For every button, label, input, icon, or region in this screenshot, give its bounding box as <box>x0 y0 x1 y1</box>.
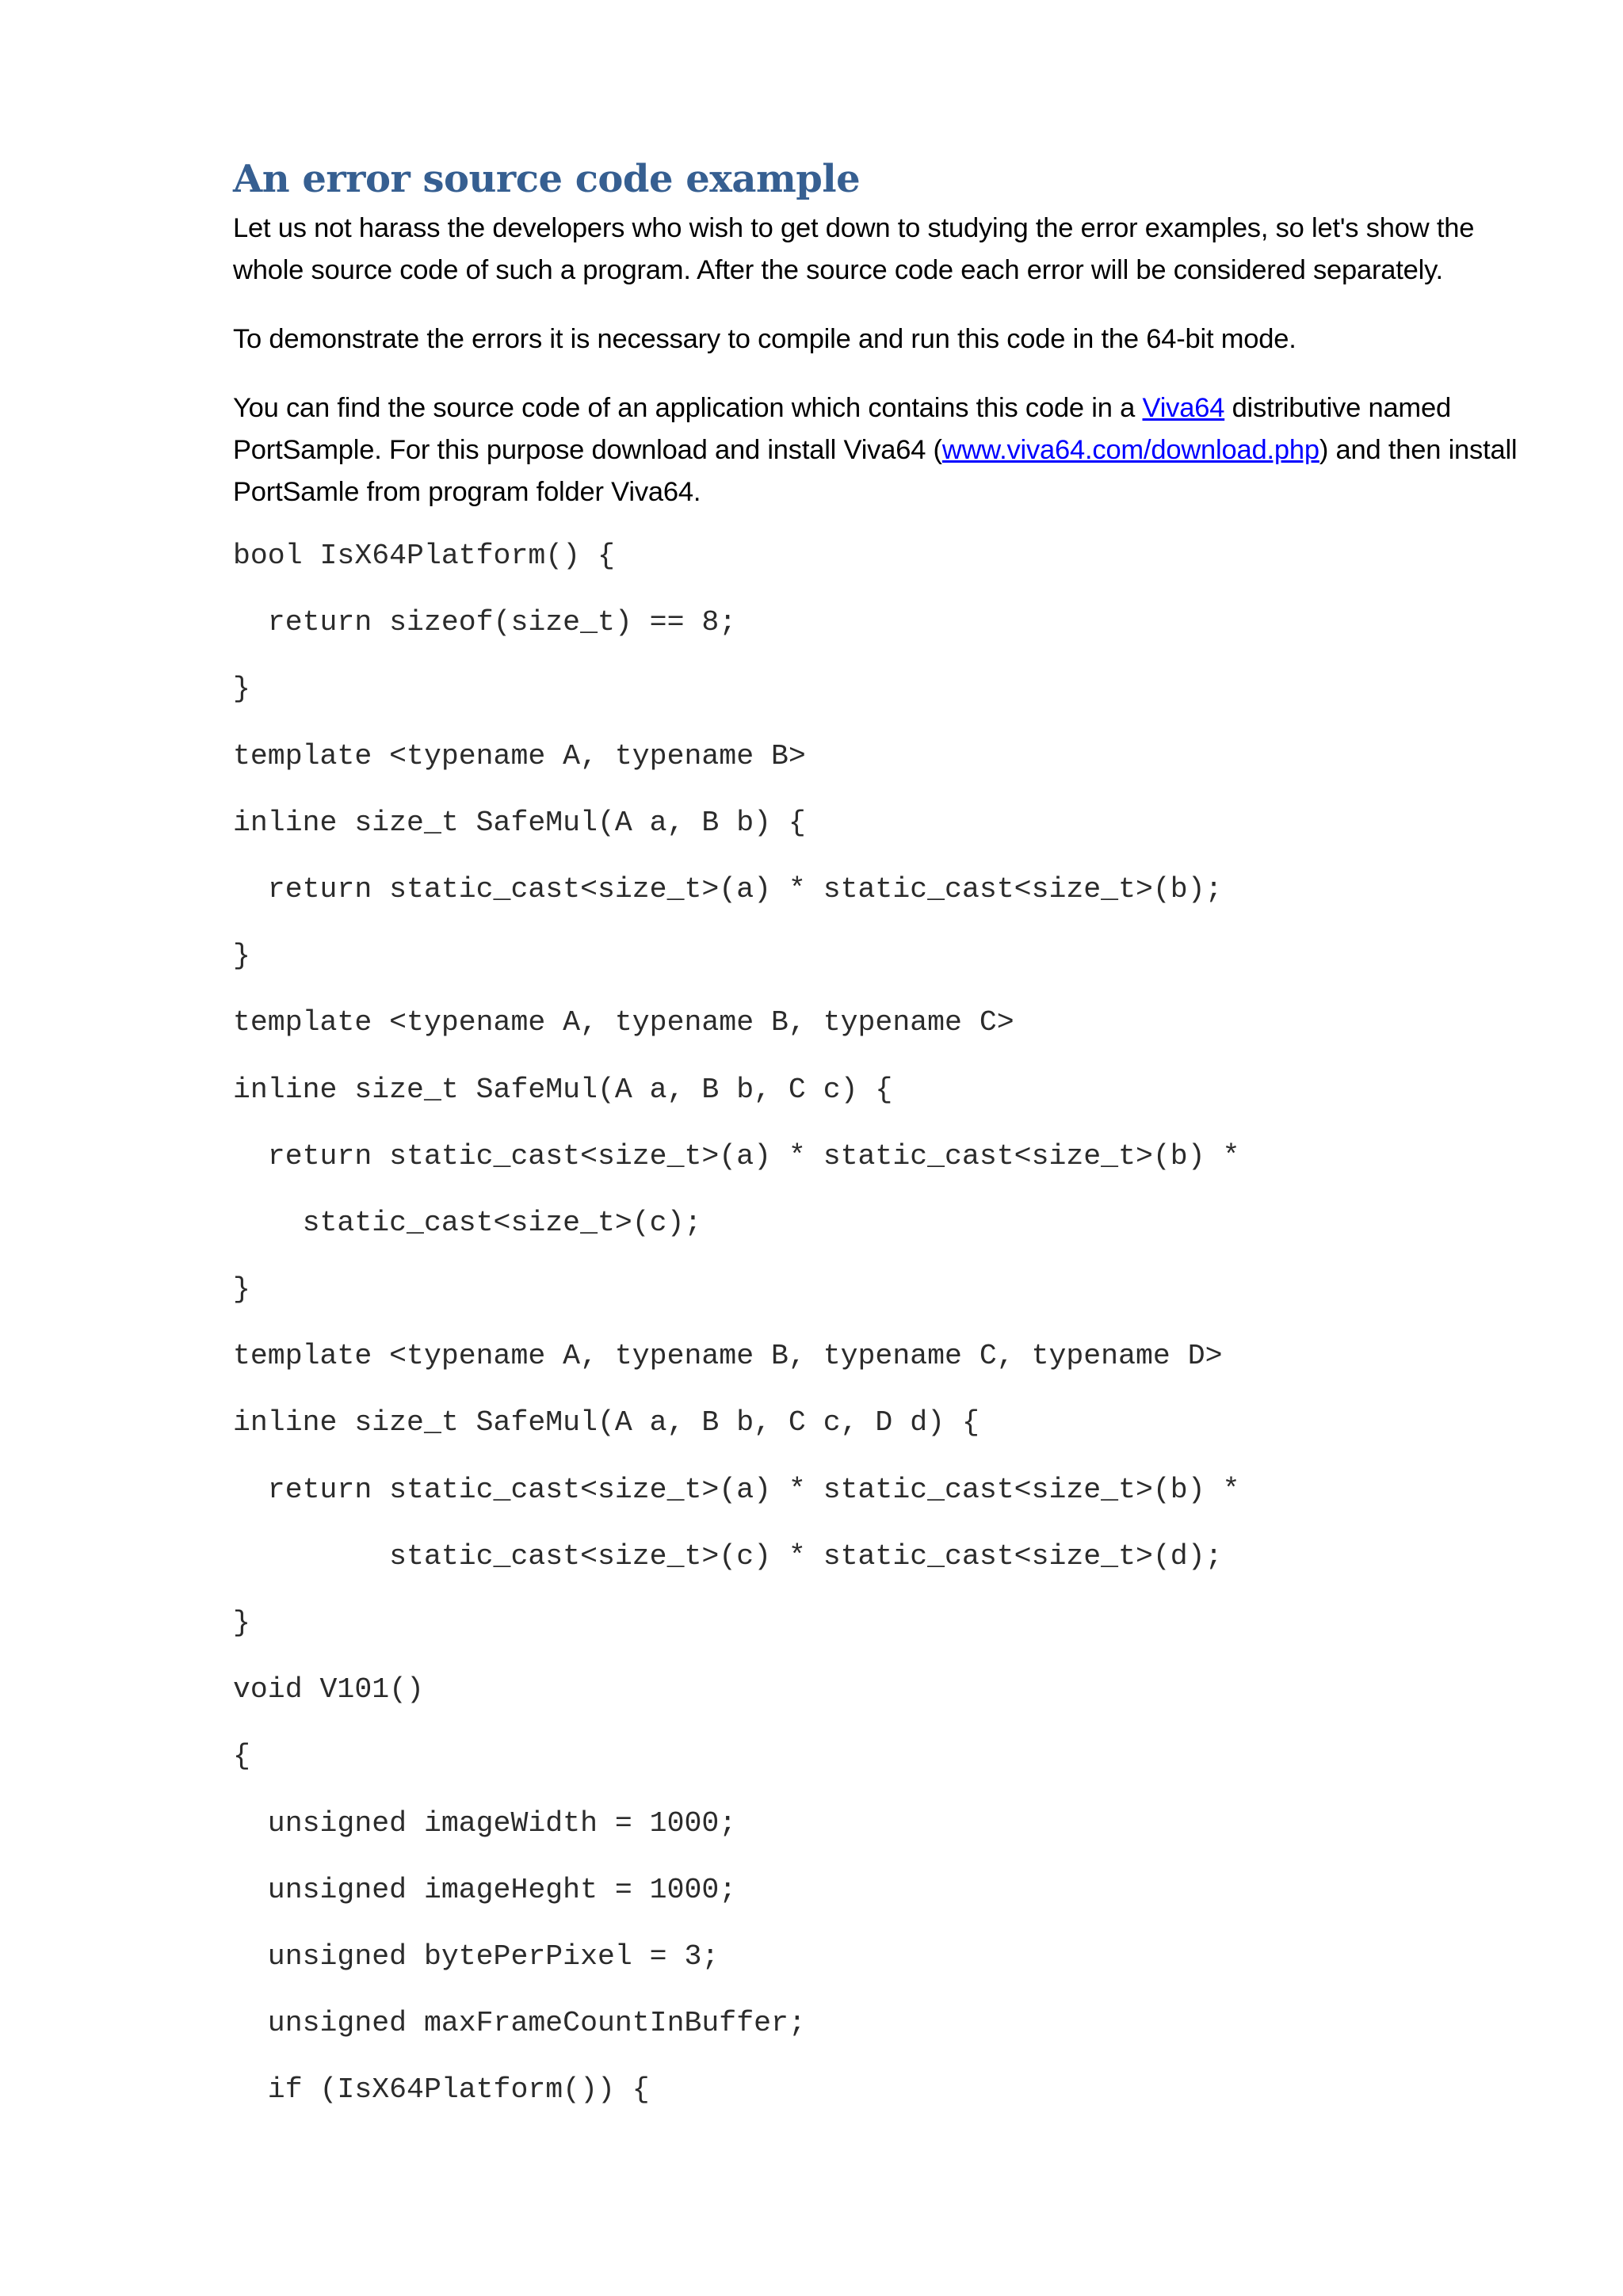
intro-paragraph: Let us not harass the developers who wish to get down to studying the error examples, so let's show the whole source code of such a program. After the source code each error will be considered separately. <box>233 213 1475 285</box>
code-line: return sizeof(size_t) == 8; <box>233 606 737 639</box>
page-content <box>233 151 1533 2142</box>
code-line: bool IsX64Platform() { <box>233 540 615 572</box>
source-paragraph-text-3: ) and then install PortSamle from program folder Viva64. <box>233 435 1518 507</box>
section-heading: An error source code example <box>233 157 861 201</box>
code-line: unsigned bytePerPixel = 3; <box>233 1939 720 1973</box>
code-line: inline size_t SafeMul(A a, B b) { <box>233 806 806 839</box>
code-line: unsigned imageHeght = 1000; <box>233 1873 737 1906</box>
code-line: inline size_t SafeMul(A a, B b, C c, D d) { <box>233 1406 980 1440</box>
download-link[interactable]: www.viva64.com/download.php <box>941 435 1319 465</box>
code-line: inline size_t SafeMul(A a, B b, C c) { <box>233 1073 893 1106</box>
code-line: template <typename A, typename B> <box>233 739 806 772</box>
code-line: template <typename A, typename B, typename C> <box>233 1006 1014 1039</box>
source-paragraph <box>233 387 1533 513</box>
code-line: } <box>233 940 250 973</box>
viva64-link[interactable]: Viva64 <box>1142 393 1225 423</box>
code-line: { <box>233 1740 250 1773</box>
code-line: void V101() <box>233 1673 424 1707</box>
code-line: return static_cast<size_t>(a) * static_cast<size_t>(b) * <box>233 1473 1240 1506</box>
source-paragraph-text-1: You can find the source code of an application which contains this code in a <box>233 393 1143 423</box>
code-line: unsigned imageWidth = 1000; <box>233 1806 737 1840</box>
code-line: static_cast<size_t>(c); <box>233 1206 702 1239</box>
code-line: } <box>233 673 250 706</box>
code-line: static_cast<size_t>(c) * static_cast<size_t>(d); <box>233 1539 1223 1573</box>
code-line: } <box>233 1273 250 1306</box>
demo-paragraph: To demonstrate the errors it is necessary to compile and run this code in the 64-bit mode. <box>233 324 1296 354</box>
code-line: if (IsX64Platform()) { <box>233 2073 650 2107</box>
code-line: } <box>233 1607 250 1639</box>
source-paragraph-text-2: distributive named PortSample. For this purpose download and install Viva64 ( <box>233 393 1451 465</box>
code-line: return static_cast<size_t>(a) * static_cast<size_t>(b); <box>233 872 1223 906</box>
code-line: return static_cast<size_t>(a) * static_cast<size_t>(b) * <box>233 1139 1240 1173</box>
code-block <box>233 540 1533 2142</box>
code-line: unsigned maxFrameCountInBuffer; <box>233 2007 806 2040</box>
code-line: template <typename A, typename B, typename C, typename D> <box>233 1340 1223 1373</box>
